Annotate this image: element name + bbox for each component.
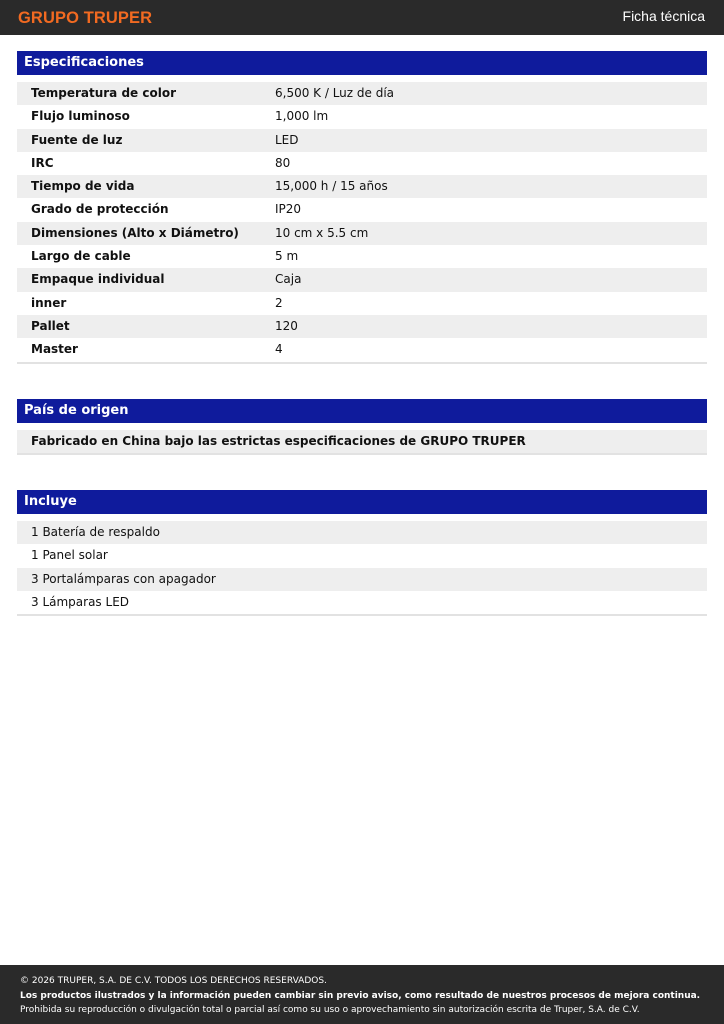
specifications-section [17,51,707,364]
footer [0,965,724,1024]
specifications-heading: Especificaciones [17,51,707,75]
spec-row [17,315,707,338]
list-item [17,544,707,567]
origin-section [17,399,707,455]
spec-value: 6,500 K / Luz de día [275,86,395,100]
include-item-text: 1 Batería de respaldo [31,525,160,539]
document-title: Ficha técnica [622,8,705,24]
spec-row [17,292,707,315]
origin-body [17,430,707,455]
spec-label: IRC [31,155,54,170]
spec-value: Caja [275,272,302,287]
includes-section [17,490,707,616]
spec-row [17,245,707,268]
include-item-text: 3 Portalámparas con apagador [31,571,216,586]
spec-value: IP20 [275,202,302,217]
include-item-text: 3 Lámparas LED [31,594,130,609]
spec-label: inner [31,295,67,310]
spec-value: 1,000 lm [275,109,329,124]
spec-row [17,175,707,198]
list-item [17,591,707,614]
includes-heading: Incluye [17,490,707,514]
spec-row [17,198,707,221]
spec-row [17,338,707,361]
spec-label: Flujo luminoso [31,109,130,124]
spec-label: Fuente de luz [31,132,123,147]
spec-value: LED [275,132,299,147]
footer-legal: Prohibida su reproducción o divulgación total o parcial así como su uso o aprovechamiento sin autorización escrita de Truper, S.A. de C.V. [20,1005,640,1015]
spec-row [17,152,707,175]
spec-value: 5 m [275,249,299,264]
spec-value: 10 cm x 5.5 cm [275,225,369,240]
origin-text: Fabricado en China bajo las estrictas especificaciones de GRUPO TRUPER [31,434,526,448]
spec-row [17,268,707,291]
spec-value: 4 [275,342,283,357]
origin-row [17,430,707,453]
spec-label: Largo de cable [31,249,131,264]
spec-label: Tiempo de vida [31,179,135,194]
spec-row [17,222,707,245]
include-item-text: 1 Panel solar [31,548,108,563]
list-item [17,568,707,591]
includes-list [17,521,707,616]
spec-label: Temperatura de color [31,86,176,100]
brand-logo: GRUPO TRUPER [18,9,153,27]
spec-label: Pallet [31,318,70,333]
spec-row [17,105,707,128]
list-item [17,521,707,544]
origin-heading: País de origen [17,399,707,423]
spec-row [17,82,707,105]
spec-label: Dimensiones (Alto x Diámetro) [31,225,239,240]
spec-value: 120 [275,318,298,333]
header-bar [0,0,724,35]
specifications-table [17,82,707,364]
spec-label: Grado de protección [31,202,169,217]
spec-label: Empaque individual [31,272,165,287]
footer-notice: Los productos ilustrados y la información pueden cambiar sin previo aviso, como resultado de nuestros procesos de mejora continua. [20,990,701,1001]
spec-value: 15,000 h / 15 años [275,179,388,194]
spec-row [17,129,707,152]
spec-label: Master [31,342,78,357]
spec-value: 80 [275,155,291,170]
footer-copyright: © 2026 TRUPER, S.A. DE C.V. TODOS LOS DERECHOS RESERVADOS. [20,976,327,986]
spec-value: 2 [275,295,283,310]
